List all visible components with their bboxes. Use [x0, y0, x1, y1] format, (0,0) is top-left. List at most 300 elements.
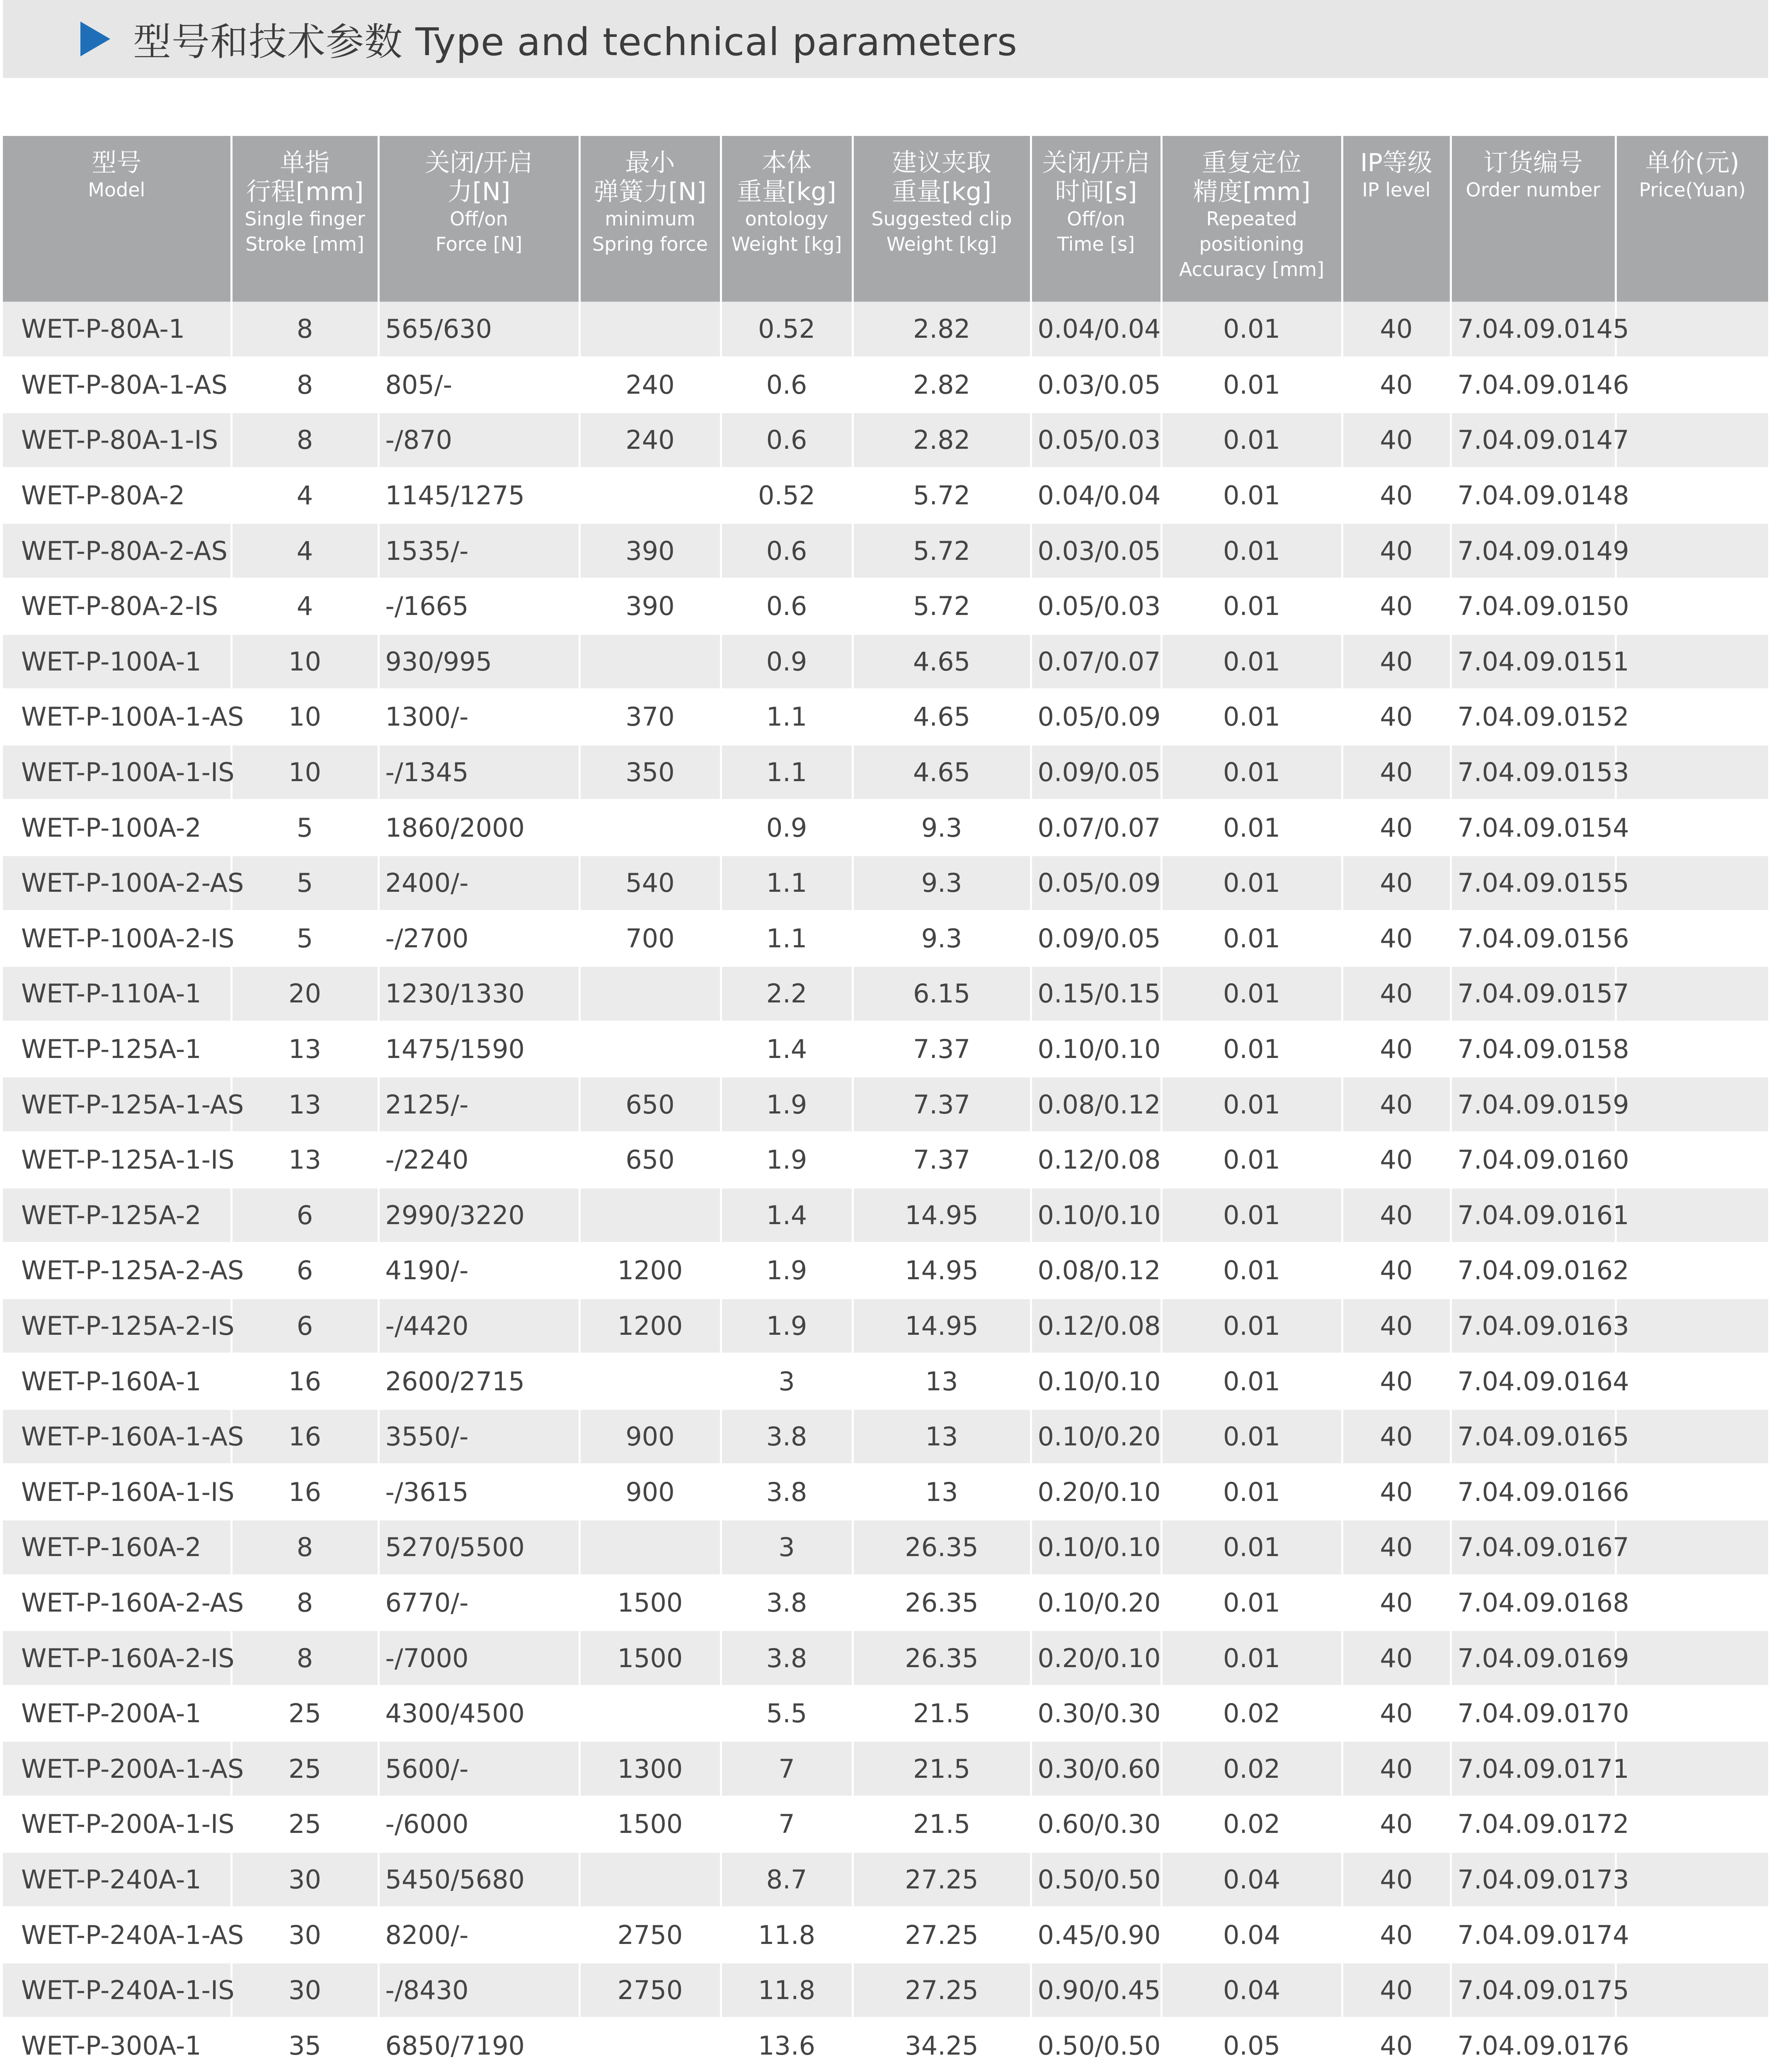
cell-price: [1616, 357, 1768, 413]
cell-accuracy: 0.04: [1161, 1907, 1342, 1963]
cell-ip: 40: [1342, 689, 1451, 745]
header-order: [1451, 136, 1616, 302]
cell-price: [1616, 1630, 1768, 1686]
cell-weight: 0.6: [721, 523, 853, 579]
table-row: [3, 1686, 1768, 1741]
cell-force: 2400/-: [378, 855, 579, 911]
cell-weight: 1.4: [721, 1021, 853, 1077]
cell-order: 7.04.09.0174: [1451, 1907, 1616, 1963]
table-row: [3, 1021, 1768, 1077]
cell-order: 7.04.09.0154: [1451, 800, 1616, 855]
cell-spring: [579, 302, 721, 357]
cell-order: 7.04.09.0152: [1451, 689, 1616, 745]
cell-clip: 13: [853, 1353, 1031, 1409]
cell-ip: 40: [1342, 1907, 1451, 1963]
table-row: [3, 1077, 1768, 1132]
cell-accuracy: 0.01: [1161, 800, 1342, 855]
cell-order: 7.04.09.0171: [1451, 1741, 1616, 1796]
cell-time: 0.10/0.10: [1031, 1021, 1161, 1077]
cell-clip: 14.95: [853, 1243, 1031, 1298]
cell-clip: 26.35: [853, 1520, 1031, 1575]
cell-clip: 13: [853, 1464, 1031, 1520]
cell-force: 5450/5680: [378, 1852, 579, 1907]
cell-force: -/6000: [378, 1796, 579, 1852]
cell-ip: 40: [1342, 1188, 1451, 1243]
cell-force: 1860/2000: [378, 800, 579, 855]
cell-stroke: 25: [231, 1741, 378, 1796]
cell-price: [1616, 1132, 1768, 1188]
cell-order: 7.04.09.0166: [1451, 1464, 1616, 1520]
cell-force: 6850/7190: [378, 2018, 579, 2072]
cell-spring: 1500: [579, 1796, 721, 1852]
cell-weight: 3.8: [721, 1464, 853, 1520]
cell-price: [1616, 800, 1768, 855]
cell-ip: 40: [1342, 1077, 1451, 1132]
cell-spring: [579, 800, 721, 855]
header-model: [3, 136, 231, 302]
cell-stroke: 5: [231, 911, 378, 966]
cell-time: 0.08/0.12: [1031, 1243, 1161, 1298]
cell-accuracy: 0.01: [1161, 1630, 1342, 1686]
cell-accuracy: 0.01: [1161, 1520, 1342, 1575]
cell-price: [1616, 1741, 1768, 1796]
cell-model: WET-P-125A-1: [3, 1021, 231, 1077]
cell-ip: 40: [1342, 855, 1451, 911]
cell-stroke: 6: [231, 1298, 378, 1354]
cell-order: 7.04.09.0176: [1451, 2018, 1616, 2072]
cell-time: 0.07/0.07: [1031, 634, 1161, 690]
cell-stroke: 10: [231, 634, 378, 690]
table-row: [3, 1575, 1768, 1631]
cell-weight: 0.9: [721, 634, 853, 690]
cell-weight: 0.52: [721, 302, 853, 357]
cell-price: [1616, 523, 1768, 579]
table-row: [3, 966, 1768, 1021]
cell-time: 0.05/0.09: [1031, 855, 1161, 911]
cell-order: 7.04.09.0161: [1451, 1188, 1616, 1243]
cell-time: 0.10/0.10: [1031, 1188, 1161, 1243]
cell-ip: 40: [1342, 1963, 1451, 2018]
cell-clip: 2.82: [853, 302, 1031, 357]
section-title: 型号和技术参数 Type and technical parameters: [133, 20, 1018, 64]
cell-time: 0.05/0.03: [1031, 412, 1161, 468]
cell-clip: 13: [853, 1409, 1031, 1464]
cell-accuracy: 0.01: [1161, 1243, 1342, 1298]
cell-accuracy: 0.01: [1161, 855, 1342, 911]
cell-accuracy: 0.02: [1161, 1796, 1342, 1852]
header-spring-en: minimum Spring force: [592, 208, 708, 255]
cell-stroke: 13: [231, 1077, 378, 1132]
cell-clip: 9.3: [853, 911, 1031, 966]
section-title-bar: [3, 0, 1768, 78]
table-row: [3, 1464, 1768, 1520]
cell-weight: 11.8: [721, 1963, 853, 2018]
cell-weight: 1.4: [721, 1188, 853, 1243]
cell-stroke: 25: [231, 1686, 378, 1741]
cell-price: [1616, 1907, 1768, 1963]
cell-accuracy: 0.01: [1161, 412, 1342, 468]
cell-model: WET-P-300A-1: [3, 2018, 231, 2072]
cell-spring: 700: [579, 911, 721, 966]
cell-clip: 27.25: [853, 1963, 1031, 2018]
cell-accuracy: 0.05: [1161, 2018, 1342, 2072]
cell-time: 0.60/0.30: [1031, 1796, 1161, 1852]
cell-time: 0.30/0.30: [1031, 1686, 1161, 1741]
cell-force: 1300/-: [378, 689, 579, 745]
cell-order: 7.04.09.0147: [1451, 412, 1616, 468]
cell-force: -/4420: [378, 1298, 579, 1354]
cell-accuracy: 0.01: [1161, 1575, 1342, 1631]
cell-clip: 6.15: [853, 966, 1031, 1021]
cell-force: 3550/-: [378, 1409, 579, 1464]
cell-ip: 40: [1342, 634, 1451, 690]
table-row: [3, 1907, 1768, 1963]
cell-weight: 8.7: [721, 1852, 853, 1907]
cell-price: [1616, 1464, 1768, 1520]
cell-model: WET-P-80A-2-IS: [3, 579, 231, 634]
cell-accuracy: 0.01: [1161, 745, 1342, 800]
cell-spring: 1500: [579, 1575, 721, 1631]
cell-spring: 1200: [579, 1298, 721, 1354]
table-row: [3, 357, 1768, 413]
table-row: [3, 1409, 1768, 1464]
cell-force: 1475/1590: [378, 1021, 579, 1077]
cell-stroke: 8: [231, 1630, 378, 1686]
cell-price: [1616, 1852, 1768, 1907]
cell-model: WET-P-200A-1: [3, 1686, 231, 1741]
header-accuracy: [1161, 136, 1342, 302]
cell-model: WET-P-125A-2: [3, 1188, 231, 1243]
cell-model: WET-P-100A-1: [3, 634, 231, 690]
table-row: [3, 1796, 1768, 1852]
cell-price: [1616, 966, 1768, 1021]
cell-clip: 14.95: [853, 1188, 1031, 1243]
cell-stroke: 4: [231, 523, 378, 579]
cell-spring: 1300: [579, 1741, 721, 1796]
cell-accuracy: 0.01: [1161, 1077, 1342, 1132]
cell-weight: 3.8: [721, 1630, 853, 1686]
cell-clip: 21.5: [853, 1686, 1031, 1741]
cell-accuracy: 0.04: [1161, 1852, 1342, 1907]
cell-order: 7.04.09.0175: [1451, 1963, 1616, 2018]
cell-spring: 2750: [579, 1907, 721, 1963]
cell-price: [1616, 855, 1768, 911]
cell-clip: 9.3: [853, 800, 1031, 855]
table-row: [3, 1188, 1768, 1243]
cell-clip: 26.35: [853, 1575, 1031, 1631]
cell-stroke: 8: [231, 412, 378, 468]
cell-order: 7.04.09.0153: [1451, 745, 1616, 800]
cell-clip: 7.37: [853, 1132, 1031, 1188]
cell-clip: 4.65: [853, 745, 1031, 800]
cell-ip: 40: [1342, 1852, 1451, 1907]
cell-weight: 1.9: [721, 1243, 853, 1298]
header-force-cn: 关闭/开启 力[N]: [425, 148, 533, 206]
cell-ip: 40: [1342, 1243, 1451, 1298]
cell-time: 0.10/0.10: [1031, 1353, 1161, 1409]
cell-stroke: 10: [231, 745, 378, 800]
cell-weight: 3: [721, 1353, 853, 1409]
header-weight-cn: 本体 重量[kg]: [737, 148, 836, 206]
cell-model: WET-P-110A-1: [3, 966, 231, 1021]
cell-stroke: 8: [231, 357, 378, 413]
header-stroke: [231, 136, 378, 302]
cell-force: -/7000: [378, 1630, 579, 1686]
cell-accuracy: 0.01: [1161, 579, 1342, 634]
header-order-en: Order number: [1466, 179, 1601, 201]
cell-stroke: 6: [231, 1188, 378, 1243]
cell-accuracy: 0.01: [1161, 1298, 1342, 1354]
cell-ip: 40: [1342, 1796, 1451, 1852]
cell-weight: 1.1: [721, 745, 853, 800]
cell-price: [1616, 1686, 1768, 1741]
cell-price: [1616, 1298, 1768, 1354]
cell-model: WET-P-100A-1-AS: [3, 689, 231, 745]
cell-stroke: 4: [231, 468, 378, 523]
cell-spring: [579, 1852, 721, 1907]
cell-force: 930/995: [378, 634, 579, 690]
cell-model: WET-P-80A-2-AS: [3, 523, 231, 579]
cell-stroke: 35: [231, 2018, 378, 2072]
cell-order: 7.04.09.0167: [1451, 1520, 1616, 1575]
header-weight: [721, 136, 853, 302]
cell-force: 1535/-: [378, 523, 579, 579]
cell-time: 0.05/0.09: [1031, 689, 1161, 745]
cell-time: 0.50/0.50: [1031, 2018, 1161, 2072]
cell-accuracy: 0.01: [1161, 523, 1342, 579]
cell-price: [1616, 2018, 1768, 2072]
cell-weight: 0.6: [721, 579, 853, 634]
cell-clip: 27.25: [853, 1852, 1031, 1907]
cell-force: 1230/1330: [378, 966, 579, 1021]
cell-stroke: 16: [231, 1353, 378, 1409]
cell-ip: 40: [1342, 579, 1451, 634]
cell-accuracy: 0.01: [1161, 911, 1342, 966]
cell-clip: 21.5: [853, 1796, 1031, 1852]
cell-order: 7.04.09.0155: [1451, 855, 1616, 911]
table-row: [3, 302, 1768, 357]
cell-clip: 27.25: [853, 1907, 1031, 1963]
cell-force: 5270/5500: [378, 1520, 579, 1575]
cell-price: [1616, 1520, 1768, 1575]
cell-time: 0.45/0.90: [1031, 1907, 1161, 1963]
cell-clip: 26.35: [853, 1630, 1031, 1686]
cell-stroke: 8: [231, 302, 378, 357]
header-clip-cn: 建议夹取 重量[kg]: [892, 148, 991, 206]
cell-order: 7.04.09.0173: [1451, 1852, 1616, 1907]
cell-spring: [579, 1021, 721, 1077]
cell-accuracy: 0.01: [1161, 1409, 1342, 1464]
cell-spring: 650: [579, 1132, 721, 1188]
cell-model: WET-P-240A-1-AS: [3, 1907, 231, 1963]
cell-stroke: 4: [231, 579, 378, 634]
cell-clip: 2.82: [853, 357, 1031, 413]
header-model-cn: 型号: [92, 148, 142, 177]
cell-time: 0.20/0.10: [1031, 1464, 1161, 1520]
cell-stroke: 16: [231, 1464, 378, 1520]
cell-order: 7.04.09.0146: [1451, 357, 1616, 413]
cell-spring: [579, 468, 721, 523]
cell-clip: 4.65: [853, 634, 1031, 690]
cell-time: 0.09/0.05: [1031, 745, 1161, 800]
table-row: [3, 634, 1768, 690]
cell-force: 2600/2715: [378, 1353, 579, 1409]
cell-model: WET-P-100A-2: [3, 800, 231, 855]
table-row: [3, 689, 1768, 745]
cell-price: [1616, 1021, 1768, 1077]
cell-accuracy: 0.01: [1161, 468, 1342, 523]
cell-stroke: 25: [231, 1796, 378, 1852]
cell-model: WET-P-100A-2-AS: [3, 855, 231, 911]
cell-accuracy: 0.01: [1161, 634, 1342, 690]
cell-order: 7.04.09.0168: [1451, 1575, 1616, 1631]
cell-spring: 370: [579, 689, 721, 745]
cell-clip: 5.72: [853, 579, 1031, 634]
cell-ip: 40: [1342, 966, 1451, 1021]
cell-order: 7.04.09.0151: [1451, 634, 1616, 690]
cell-ip: 40: [1342, 412, 1451, 468]
cell-force: 4300/4500: [378, 1686, 579, 1741]
cell-accuracy: 0.02: [1161, 1741, 1342, 1796]
cell-weight: 2.2: [721, 966, 853, 1021]
cell-time: 0.07/0.07: [1031, 800, 1161, 855]
cell-weight: 7: [721, 1741, 853, 1796]
cell-price: [1616, 1963, 1768, 2018]
cell-model: WET-P-240A-1: [3, 1852, 231, 1907]
cell-time: 0.08/0.12: [1031, 1077, 1161, 1132]
cell-time: 0.90/0.45: [1031, 1963, 1161, 2018]
header-spring: [579, 136, 721, 302]
cell-accuracy: 0.01: [1161, 1464, 1342, 1520]
cell-model: WET-P-100A-2-IS: [3, 911, 231, 966]
cell-stroke: 30: [231, 1907, 378, 1963]
cell-weight: 1.9: [721, 1077, 853, 1132]
cell-ip: 40: [1342, 523, 1451, 579]
cell-weight: 7: [721, 1796, 853, 1852]
cell-force: -/1665: [378, 579, 579, 634]
cell-force: -/8430: [378, 1963, 579, 2018]
cell-price: [1616, 1796, 1768, 1852]
cell-spring: [579, 2018, 721, 2072]
cell-force: 6770/-: [378, 1575, 579, 1631]
cell-model: WET-P-200A-1-AS: [3, 1741, 231, 1796]
cell-price: [1616, 634, 1768, 690]
cell-stroke: 8: [231, 1575, 378, 1631]
cell-order: 7.04.09.0163: [1451, 1298, 1616, 1354]
cell-stroke: 16: [231, 1409, 378, 1464]
table-row: [3, 412, 1768, 468]
cell-time: 0.10/0.20: [1031, 1409, 1161, 1464]
cell-clip: 2.82: [853, 412, 1031, 468]
cell-clip: 14.95: [853, 1298, 1031, 1354]
cell-stroke: 5: [231, 855, 378, 911]
cell-price: [1616, 579, 1768, 634]
cell-price: [1616, 911, 1768, 966]
table-row: [3, 855, 1768, 911]
cell-accuracy: 0.01: [1161, 966, 1342, 1021]
cell-ip: 40: [1342, 1630, 1451, 1686]
cell-model: WET-P-125A-2-AS: [3, 1243, 231, 1298]
cell-force: 2990/3220: [378, 1188, 579, 1243]
cell-model: WET-P-125A-1-AS: [3, 1077, 231, 1132]
cell-price: [1616, 689, 1768, 745]
cell-weight: 1.1: [721, 689, 853, 745]
table-row: [3, 468, 1768, 523]
cell-order: 7.04.09.0158: [1451, 1021, 1616, 1077]
header-force: [378, 136, 579, 302]
header-order-cn: 订货编号: [1483, 148, 1583, 177]
cell-time: 0.04/0.04: [1031, 468, 1161, 523]
table-row: [3, 579, 1768, 634]
header-stroke-cn: 单指 行程[mm]: [246, 148, 364, 206]
cell-spring: 240: [579, 412, 721, 468]
cell-ip: 40: [1342, 911, 1451, 966]
cell-ip: 40: [1342, 1464, 1451, 1520]
table-row: [3, 1852, 1768, 1907]
table-row: [3, 745, 1768, 800]
table-row: [3, 911, 1768, 966]
cell-force: 2125/-: [378, 1077, 579, 1132]
cell-weight: 1.9: [721, 1298, 853, 1354]
cell-clip: 9.3: [853, 855, 1031, 911]
table-row: [3, 1298, 1768, 1354]
cell-weight: 0.6: [721, 357, 853, 413]
cell-force: 5600/-: [378, 1741, 579, 1796]
cell-spring: [579, 1353, 721, 1409]
cell-order: 7.04.09.0170: [1451, 1686, 1616, 1741]
cell-ip: 40: [1342, 1520, 1451, 1575]
cell-time: 0.50/0.50: [1031, 1852, 1161, 1907]
cell-ip: 40: [1342, 1021, 1451, 1077]
cell-weight: 3: [721, 1520, 853, 1575]
cell-accuracy: 0.01: [1161, 302, 1342, 357]
table-row: [3, 1243, 1768, 1298]
cell-stroke: 13: [231, 1132, 378, 1188]
table-row: [3, 1630, 1768, 1686]
header-weight-en: ontology Weight [kg]: [731, 208, 842, 255]
cell-accuracy: 0.01: [1161, 1188, 1342, 1243]
cell-spring: [579, 1520, 721, 1575]
header-time-cn: 关闭/开启 时间[s]: [1042, 148, 1150, 206]
cell-model: WET-P-160A-2: [3, 1520, 231, 1575]
cell-ip: 40: [1342, 1409, 1451, 1464]
cell-order: 7.04.09.0172: [1451, 1796, 1616, 1852]
cell-spring: 540: [579, 855, 721, 911]
cell-stroke: 8: [231, 1520, 378, 1575]
cell-clip: 7.37: [853, 1021, 1031, 1077]
cell-ip: 40: [1342, 800, 1451, 855]
cell-spring: 1200: [579, 1243, 721, 1298]
cell-model: WET-P-160A-2-IS: [3, 1630, 231, 1686]
cell-force: 805/-: [378, 357, 579, 413]
cell-price: [1616, 1077, 1768, 1132]
cell-model: WET-P-160A-1-AS: [3, 1409, 231, 1464]
cell-force: -/1345: [378, 745, 579, 800]
cell-order: 7.04.09.0148: [1451, 468, 1616, 523]
table-row: [3, 2018, 1768, 2072]
cell-spring: 900: [579, 1464, 721, 1520]
cell-ip: 40: [1342, 1575, 1451, 1631]
header-clip-en: Suggested clip Weight [kg]: [871, 208, 1012, 255]
cell-time: 0.10/0.20: [1031, 1575, 1161, 1631]
cell-clip: 4.65: [853, 689, 1031, 745]
cell-time: 0.20/0.10: [1031, 1630, 1161, 1686]
cell-order: 7.04.09.0157: [1451, 966, 1616, 1021]
cell-spring: 2750: [579, 1963, 721, 2018]
cell-price: [1616, 412, 1768, 468]
header-model-en: Model: [88, 179, 145, 201]
cell-stroke: 20: [231, 966, 378, 1021]
